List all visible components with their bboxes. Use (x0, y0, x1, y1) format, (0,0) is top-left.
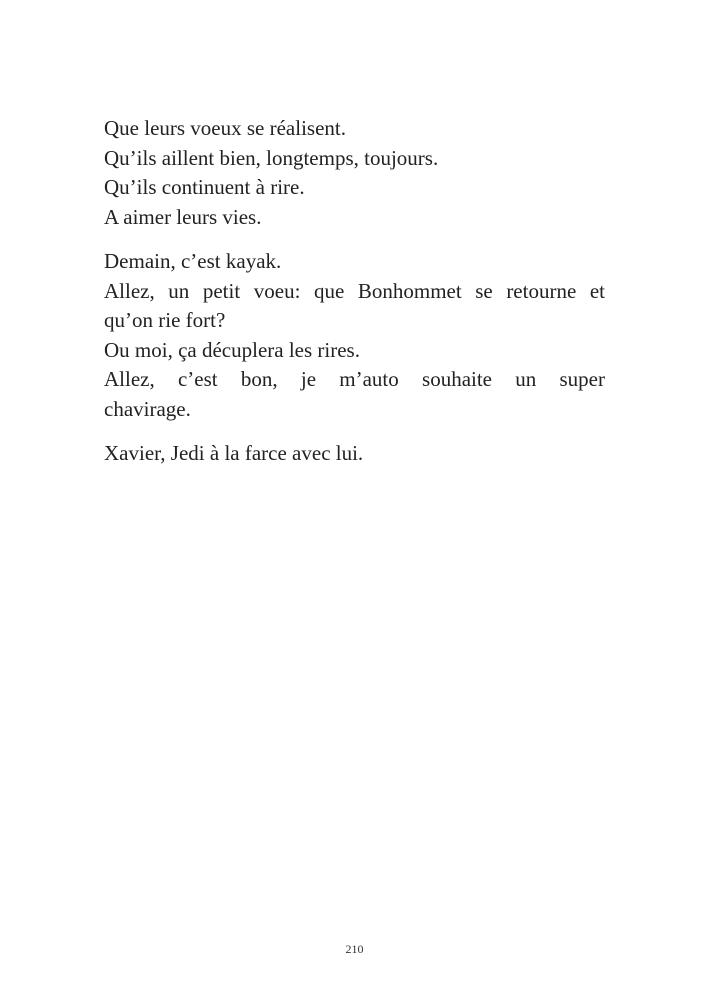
text-line: A aimer leurs vies. (104, 204, 262, 229)
text-line: Demain, c’est kayak. (104, 249, 282, 273)
text-line: Xavier, Jedi à la farce avec lui. (104, 441, 364, 465)
stanza-3 (104, 439, 605, 469)
text-line: Ou moi, ça décuplera les rires. (104, 337, 360, 362)
text-line: Qu’ils aillent bien, longtemps, toujours. (104, 145, 439, 170)
text-line: qu’on rie fort? (104, 308, 226, 332)
text-line: Allez, c’est bon, je m’auto souhaite un super (104, 367, 605, 391)
text-line: chavirage. (104, 396, 191, 421)
page-number: 210 (345, 942, 364, 956)
page-body (104, 114, 605, 484)
text-line: Que leurs voeux se réalisent. (104, 116, 347, 140)
stanza-2 (104, 247, 605, 424)
text-line: Allez, un petit voeu: que Bonhommet se retourne et (104, 278, 605, 303)
stanza-1 (104, 114, 605, 232)
text-line: Qu’ils continuent à rire. (104, 175, 305, 199)
